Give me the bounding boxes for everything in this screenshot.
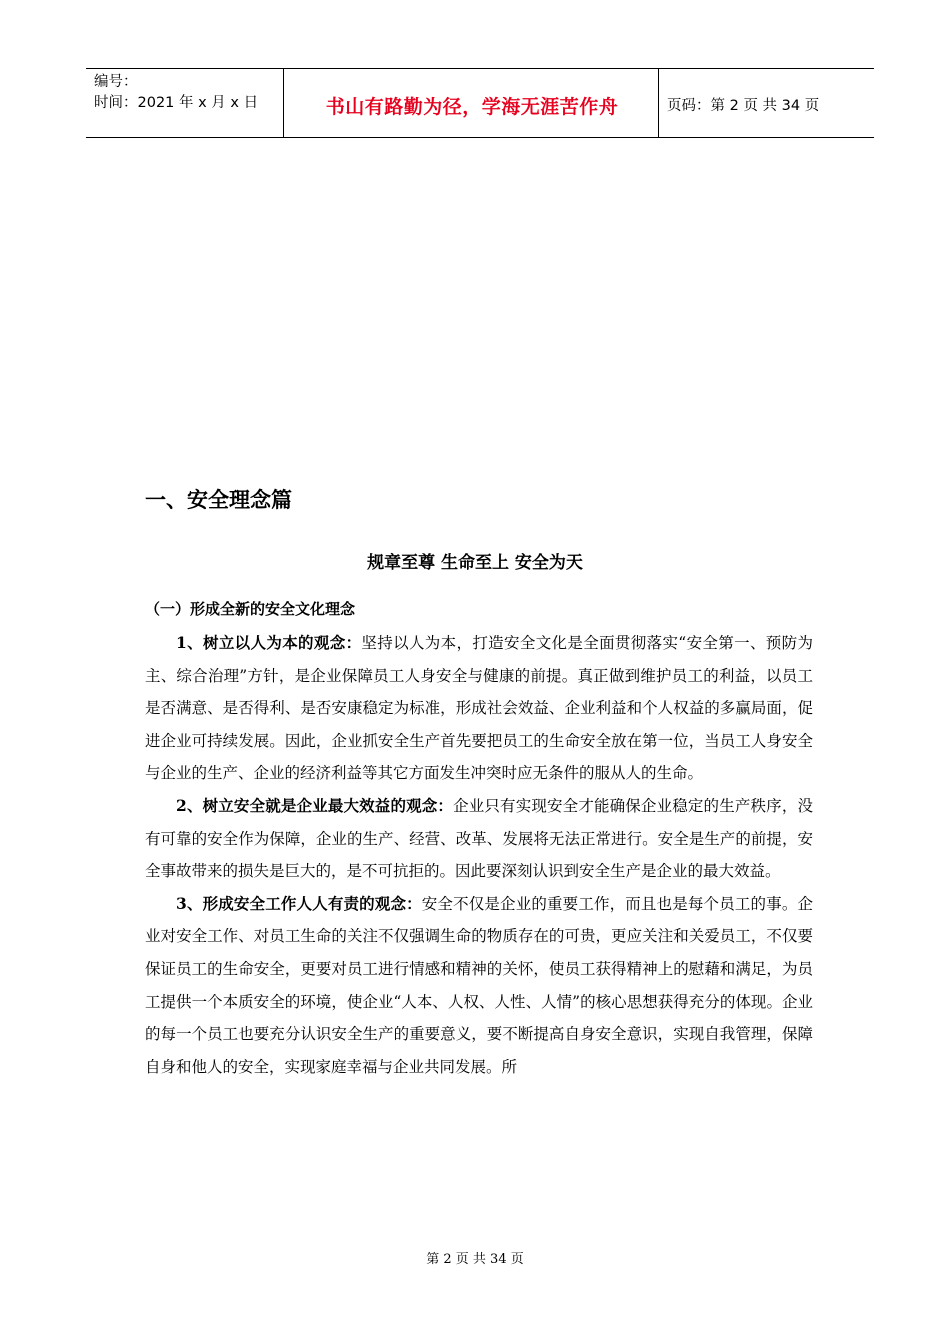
- chapter-subtitle: 规章至尊 生命至上 安全为天: [367, 553, 583, 573]
- serial-label: 编号：: [94, 74, 138, 90]
- section-title: （一）形成全新的安全文化理念: [145, 600, 356, 618]
- paragraph-text: 安全不仅是企业的重要工作，而且也是每个员工的事。企业对安全工作、对员工生命的关注不仅强调生命的物质存在的可贵，更应关注和关爱员工，不仅要保证员工的生命安全，更要对员工进行情感和精神的关怀，使员工获得精神上的慰藉和满足，为员工提供一个本质安全的环境，使企业“人本、人权、人性、人情”的核心思想获得充分的体现。企业的每一个员工也要充分认识安全生产的重要意义，要不断提高自身安全意识，实现自我管理，保障自身和他人的安全，实现家庭幸福与企业共同发展。所: [145, 894, 813, 1076]
- date-label: 时间：2021 年 x 月 x 日: [94, 95, 259, 111]
- paragraph: [145, 790, 813, 888]
- page-footer: 第 2 页 共 34 页: [426, 1252, 524, 1267]
- chapter-heading: 一、安全理念篇: [145, 488, 292, 512]
- page-header: [86, 68, 874, 138]
- paragraph-text: 坚持以人为本，打造安全文化是全面贯彻落实“安全第一、预防为主、综合治理”方针，是企业保障员工人身安全与健康的前提。真正做到维护员工的利益，以员工是否满意、是否得利、是否安康稳定为标准，形成社会效益、企业利益和个人权益的多赢局面，促进企业可持续发展。因此，企业抓安全生产首先要把员工的生命安全放在第一位，当员工人身安全与企业的生产、企业的经济利益等其它方面发生冲突时应无条件的服从人的生命。: [145, 634, 813, 783]
- paragraph: [145, 888, 813, 1084]
- header-divider: [283, 69, 284, 137]
- header-divider: [658, 69, 659, 137]
- paragraph-text: 企业只有实现安全才能确保企业稳定的生产秩序，没有可靠的安全作为保障，企业的生产、经营、改革、发展将无法正常进行。安全是生产的前提，安全事故带来的损失是巨大的，是不可抗拒的。因此要深刻认识到安全生产是企业的最大效益。: [145, 796, 813, 881]
- header-meta: [94, 72, 258, 114]
- header-page-info: 页码：第 2 页 共 34 页: [667, 98, 820, 114]
- body-text: [145, 627, 813, 1083]
- paragraph-lead: 2、树立安全就是企业最大效益的观念：: [176, 795, 454, 815]
- paragraph: [145, 627, 813, 790]
- paragraph-lead: 1、树立以人为本的观念：: [176, 633, 362, 652]
- header-motto: 书山有路勤为径，学海无涯苦作舟: [325, 96, 619, 118]
- paragraph-lead: 3、形成安全工作人人有责的观念：: [176, 893, 422, 913]
